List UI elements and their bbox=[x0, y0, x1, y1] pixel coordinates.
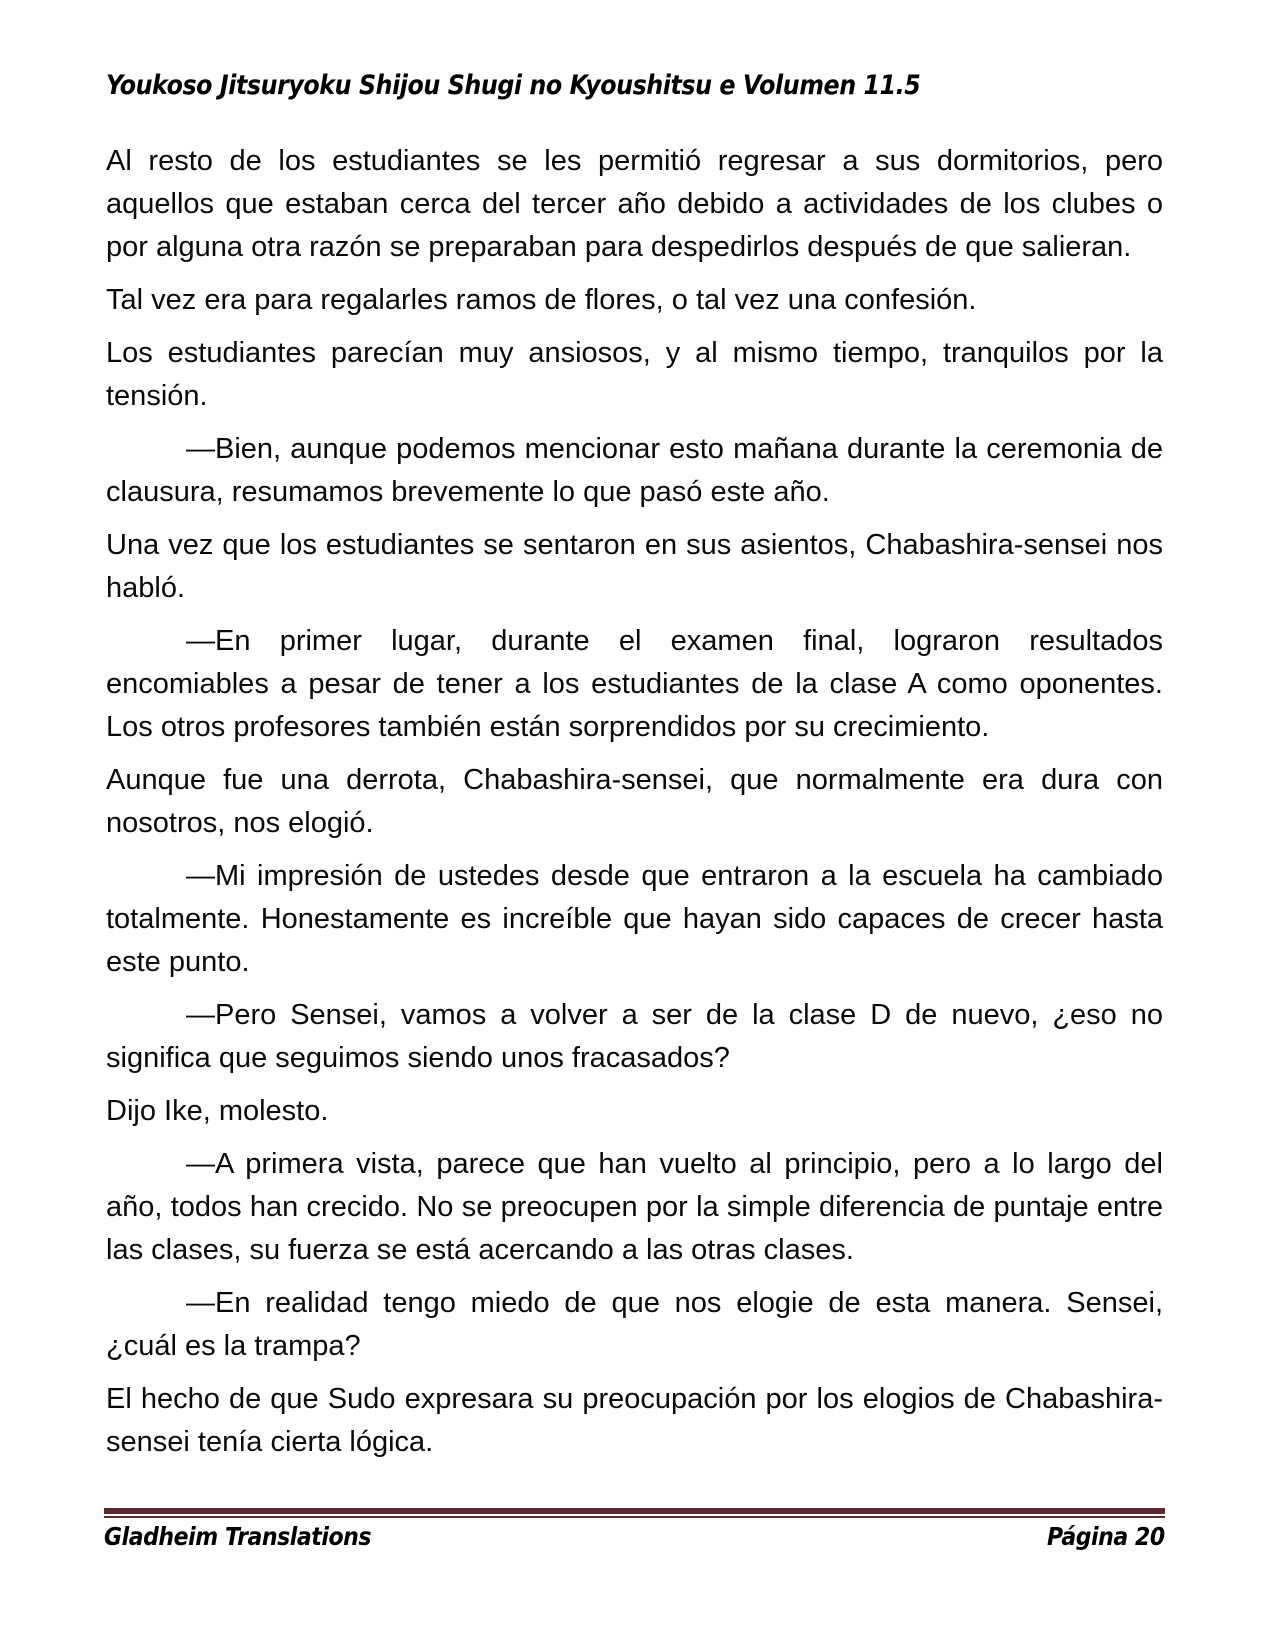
paragraph: Los estudiantes parecían muy ansiosos, y al mismo tiempo, tranquilos por la tensión. bbox=[106, 337, 1163, 412]
paragraph: Al resto de los estudiantes se les permitió regresar a sus dormitorios, pero aquellos que estaban cerca del tercer año debido a actividades de los clubes o por alguna otra razón se preparaban para despedirlos después de que salieran. bbox=[106, 145, 1163, 263]
footer bbox=[104, 1508, 1165, 1551]
running-title: Youkoso Jitsuryoku Shijou Shugi no Kyoushitsu e Volumen 11.5 bbox=[106, 70, 921, 101]
paragraph: Dijo Ike, molesto. bbox=[106, 1095, 329, 1127]
paragraph-dialogue: —Pero Sensei, vamos a volver a ser de la clase D de nuevo, ¿eso no significa que seguimos siendo unos fracasados? bbox=[106, 999, 1163, 1074]
footer-translator-label: Gladheim Translations bbox=[104, 1522, 372, 1551]
paragraph-dialogue: —A primera vista, parece que han vuelto al principio, pero a lo largo del año, todos han crecido. No se preocupen por la simple diferencia de puntaje entre las clases, su fuerza se está acercando a las otras clases. bbox=[106, 1148, 1163, 1266]
paragraph-dialogue: —En realidad tengo miedo de que nos elogie de esta manera. Sensei, ¿cuál es la trampa? bbox=[106, 1287, 1163, 1362]
paragraph-dialogue: —Bien, aunque podemos mencionar esto mañana durante la ceremonia de clausura, resumamos brevemente lo que pasó este año. bbox=[106, 433, 1163, 508]
footer-divider-rule bbox=[104, 1508, 1165, 1518]
header bbox=[106, 70, 1163, 101]
footer-row bbox=[104, 1522, 1165, 1551]
footer-translator bbox=[104, 1522, 407, 1551]
paragraph: Una vez que los estudiantes se sentaron en sus asientos, Chabashira-sensei nos habló. bbox=[106, 529, 1163, 604]
footer-page-label: Página 20 bbox=[1047, 1522, 1165, 1551]
footer-page-number bbox=[1031, 1522, 1165, 1551]
paragraph: Tal vez era para regalarles ramos de flores, o tal vez una confesión. bbox=[106, 284, 977, 316]
paragraph: Aunque fue una derrota, Chabashira-sensei, que normalmente era dura con nosotros, nos elogió. bbox=[106, 764, 1163, 839]
paragraph: El hecho de que Sudo expresara su preocupación por los elogios de Chabashira-sensei tenía cierta lógica. bbox=[106, 1383, 1163, 1458]
paragraph-dialogue: —En primer lugar, durante el examen final, lograron resultados encomiables a pesar de tener a los estudiantes de la clase A como oponentes. Los otros profesores también están sorprendidos por su crecimiento. bbox=[106, 625, 1163, 743]
body-text bbox=[106, 140, 1163, 1474]
paragraph-dialogue: —Mi impresión de ustedes desde que entraron a la escuela ha cambiado totalmente. Honestamente es increíble que hayan sido capaces de crecer hasta este punto. bbox=[106, 860, 1163, 978]
